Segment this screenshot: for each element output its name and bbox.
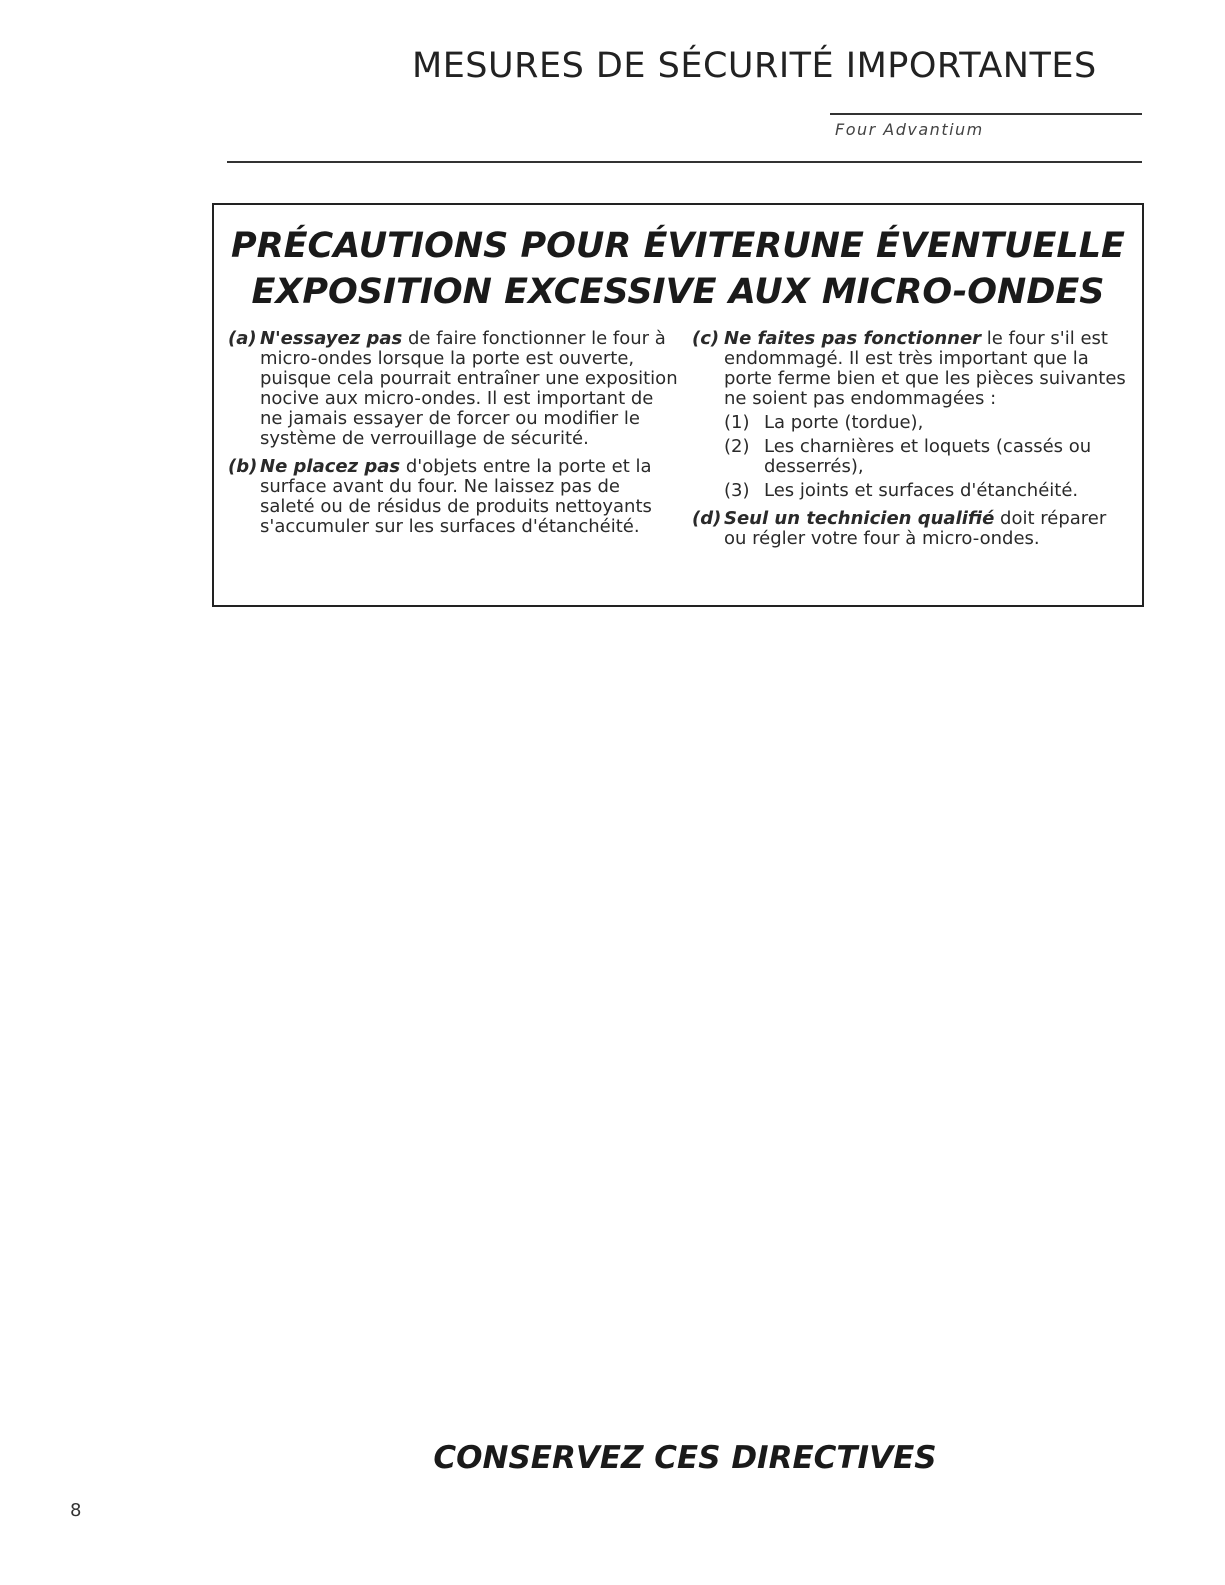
header-rule-short: [830, 113, 1142, 115]
warning-item-c: [692, 329, 1132, 501]
item-letter: (a): [228, 328, 257, 349]
item-text: le four s'il est endommagé. Il est très important que la porte ferme bien et que les pièces suivantes ne soient pas endommagées :: [724, 328, 1126, 409]
subitem-1: [724, 413, 1132, 433]
item-text: doit réparer ou régler votre four à micro-ondes.: [724, 508, 1107, 549]
header-rule-long: [227, 161, 1142, 163]
warning-item-d: [692, 509, 1132, 549]
warning-column-right: [692, 329, 1132, 557]
item-lead: Seul un technicien qualifié: [724, 508, 995, 529]
warning-item-b: [228, 457, 678, 537]
subitem-text: Les charnières et loquets (cassés ou desserrés),: [764, 436, 1092, 477]
warning-title-line-1: PRÉCAUTIONS POUR ÉVITERUNE ÉVENTUELLE: [231, 226, 1125, 266]
item-letter: (b): [228, 456, 258, 477]
subitem-number: (1): [724, 412, 750, 433]
subitem-3: [724, 481, 1132, 501]
warning-box-title: [214, 223, 1142, 315]
warning-box: [212, 203, 1144, 607]
warning-title-line-2: EXPOSITION EXCESSIVE AUX MICRO-ONDES: [251, 272, 1105, 312]
item-letter: (d): [692, 508, 722, 529]
footer-title: CONSERVEZ CES DIRECTIVES: [433, 1440, 937, 1476]
item-text: de faire fonctionner le four à micro-ondes lorsque la porte est ouverte, puisque cela pourrait entraîner une exposition nocive aux micro-ondes. Il est important de ne jamais essayer de forcer ou modifier le système de verrouillage de sécurité.: [260, 328, 678, 449]
page-header-title: MESURES DE SÉCURITÉ IMPORTANTES: [412, 46, 1097, 86]
item-letter: (c): [692, 328, 720, 349]
item-text: d'objets entre la porte et la surface avant du four. Ne laissez pas de saleté ou de résidus de produits nettoyants s'accumuler sur les surfaces d'étanchéité.: [260, 456, 652, 537]
subitem-text: La porte (tordue),: [764, 412, 924, 433]
warning-column-left: [228, 329, 678, 545]
subitem-2: [724, 437, 1132, 477]
warning-item-a: [228, 329, 678, 449]
item-lead: N'essayez pas: [260, 328, 403, 349]
subitem-text: Les joints et surfaces d'étanchéité.: [764, 480, 1079, 501]
page-number: 8: [70, 1500, 82, 1521]
page-header-subtitle: Four Advantium: [835, 120, 984, 139]
subitem-number: (2): [724, 436, 750, 457]
item-lead: Ne placez pas: [260, 456, 401, 477]
item-lead: Ne faites pas fonctionner: [724, 328, 982, 349]
subitem-number: (3): [724, 480, 750, 501]
